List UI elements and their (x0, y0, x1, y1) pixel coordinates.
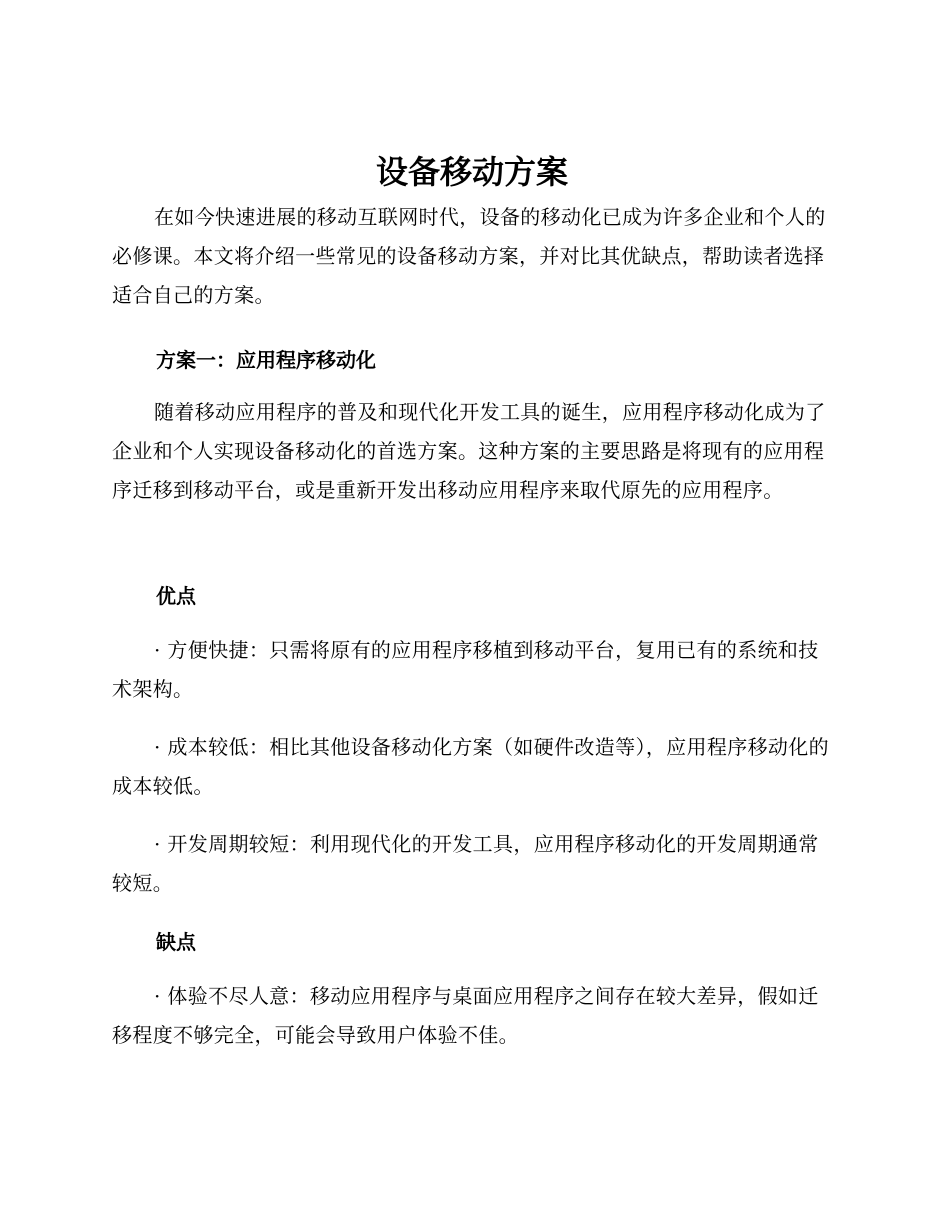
cons-item: · 体验不尽人意：移动应用程序与桌面应用程序之间存在较大差异，假如迁移程度不够完全，可能会导致用户体验不佳。 (112, 984, 819, 1047)
pros-item: · 成本较低：相比其他设备移动化方案（如硬件改造等），应用程序移动化的成本较低。 (112, 735, 829, 798)
intro-paragraph: 在如今快速进展的移动互联网时代，设备的移动化已成为许多企业和个人的必修课。本文将介绍一些常见的设备移动方案，并对比其优缺点，帮助读者选择适合自己的方案。 (112, 205, 826, 307)
document-title: 设备移动方案 (375, 153, 568, 191)
pros-item: · 方便快捷：只需将原有的应用程序移植到移动平台，复用已有的系统和技术架构。 (112, 638, 819, 701)
cons-heading: 缺点 (156, 930, 196, 954)
pros-item: · 开发周期较短：利用现代化的开发工具，应用程序移动化的开发周期通常较短。 (112, 832, 819, 895)
section-body-paragraph: 随着移动应用程序的普及和现代化开发工具的诞生，应用程序移动化成为了企业和个人实现设备移动化的首选方案。这种方案的主要思路是将现有的应用程序迁移到移动平台，或是重新开发出移动应用程序来取代原先的应用程序。 (112, 400, 826, 502)
section-heading-plan-one: 方案一：应用程序移动化 (156, 348, 376, 372)
pros-heading: 优点 (156, 584, 196, 608)
